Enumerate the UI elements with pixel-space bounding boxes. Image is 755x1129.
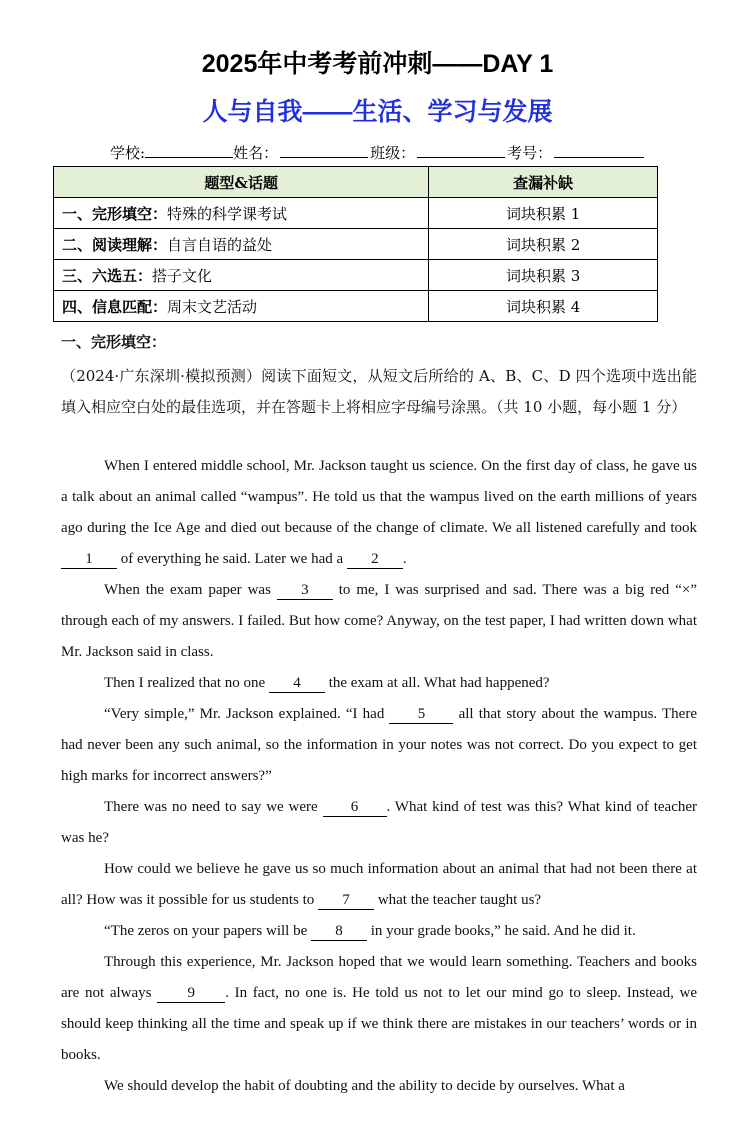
cloze-passage <box>61 451 697 1102</box>
table-row <box>54 229 658 260</box>
student-info-line <box>110 140 644 164</box>
header-type-topic: 题型&话题 <box>54 167 429 198</box>
header-review: 查漏补缺 <box>429 167 658 198</box>
blank-3[interactable]: 3 <box>277 581 333 600</box>
row-topic: 自言自语的益处 <box>167 235 273 254</box>
number-label: 考号： <box>507 144 553 162</box>
blank-8[interactable]: 8 <box>311 922 367 941</box>
row-review: 词块积累 3 <box>429 260 658 291</box>
row-type: 二、阅读理解： <box>62 235 168 254</box>
page-subtitle: 人与自我——生活、学习与发展 <box>202 98 553 126</box>
topic-table <box>53 166 658 322</box>
row-topic: 搭子文化 <box>152 266 213 285</box>
row-type-topic <box>54 229 429 260</box>
blank-1[interactable]: 1 <box>61 550 117 569</box>
paragraph-2: When the exam paper was 3 to me, I was surprised and sad. There was a big red “×” through each of my answers. I failed. But how come? Anyway, on the test paper, I had written down what Mr. Jackson said in class. <box>61 582 697 660</box>
blank-9[interactable]: 9 <box>157 984 225 1003</box>
row-topic: 周末文艺活动 <box>167 297 258 316</box>
table-row <box>54 260 658 291</box>
name-label: 姓名： <box>233 144 279 162</box>
number-blank[interactable] <box>554 140 644 158</box>
paragraph-9: We should develop the habit of doubting and the ability to decide by ourselves. What a <box>104 1078 625 1094</box>
class-blank[interactable] <box>417 140 505 158</box>
row-topic: 特殊的科学课考试 <box>167 204 288 223</box>
paragraph-5: There was no need to say we were 6 . What kind of test was this? What kind of teacher was he? <box>61 799 698 846</box>
table-row <box>54 198 658 229</box>
row-type-topic <box>54 198 429 229</box>
section-heading: 一、完形填空： <box>61 333 167 351</box>
paragraph-6: How could we believe he gave us so much information about an animal that had not been there at all? How was it possible for us students to 7 what the teacher taught us? <box>61 861 697 908</box>
name-blank[interactable] <box>280 140 368 158</box>
blank-5[interactable]: 5 <box>389 705 453 724</box>
row-type-topic <box>54 260 429 291</box>
paragraph-3: Then I realized that no one 4 the exam at all. What had happened? <box>104 675 550 691</box>
row-review: 词块积累 1 <box>429 198 658 229</box>
instructions: （2024·广东深圳·模拟预测）阅读下面短文，从短文后所给的 A、B、C、D 四个选项中选出能填入相应空白处的最佳选项，并在答题卡上将相应字母编号涂黑。（共 10 小题，每小题 1 分） <box>61 367 697 416</box>
row-type: 一、完形填空： <box>62 204 168 223</box>
blank-7[interactable]: 7 <box>318 891 374 910</box>
blank-2[interactable]: 2 <box>347 550 403 569</box>
page-title: 2025年中考考前冲刺——DAY 1 <box>201 50 554 78</box>
row-review: 词块积累 2 <box>429 229 658 260</box>
paragraph-8: Through this experience, Mr. Jackson hoped that we would learn something. Teachers and books are not always 9 . In fact, no one is. He told us not to let our mind go to sleep. Instead, we should keep thinking all the time and speak up if we think there are mistakes in our teachers’ words or in books. <box>61 954 697 1063</box>
paragraph-4: “Very simple,” Mr. Jackson explained. “I had 5 all that story about the wampus. There had never been any such animal, so the information in your notes was not correct. Do you expect to get high marks for incorrect answers?” <box>61 706 697 784</box>
table-row <box>54 291 658 322</box>
paragraph-7: “The zeros on your papers will be 8 in your grade books,” he said. And he did it. <box>104 923 636 939</box>
row-type-topic <box>54 291 429 322</box>
row-type: 三、六选五： <box>62 266 153 285</box>
row-review: 词块积累 4 <box>429 291 658 322</box>
table-header-row <box>54 167 658 198</box>
school-label: 学校: <box>110 144 146 162</box>
school-blank[interactable] <box>145 140 233 158</box>
paragraph-1: When I entered middle school, Mr. Jackson taught us science. On the first day of class, he gave us a talk about an animal called “wampus”. He told us that the wampus lived on the earth millions of years ago during the Ice Age and died out because of the change of climate. We all listened carefully and took 1 of everything he said. Later we had a 2 . <box>61 458 697 567</box>
class-label: 班级： <box>370 144 416 162</box>
blank-4[interactable]: 4 <box>269 674 325 693</box>
row-type: 四、信息匹配： <box>62 297 168 316</box>
blank-6[interactable]: 6 <box>323 798 387 817</box>
